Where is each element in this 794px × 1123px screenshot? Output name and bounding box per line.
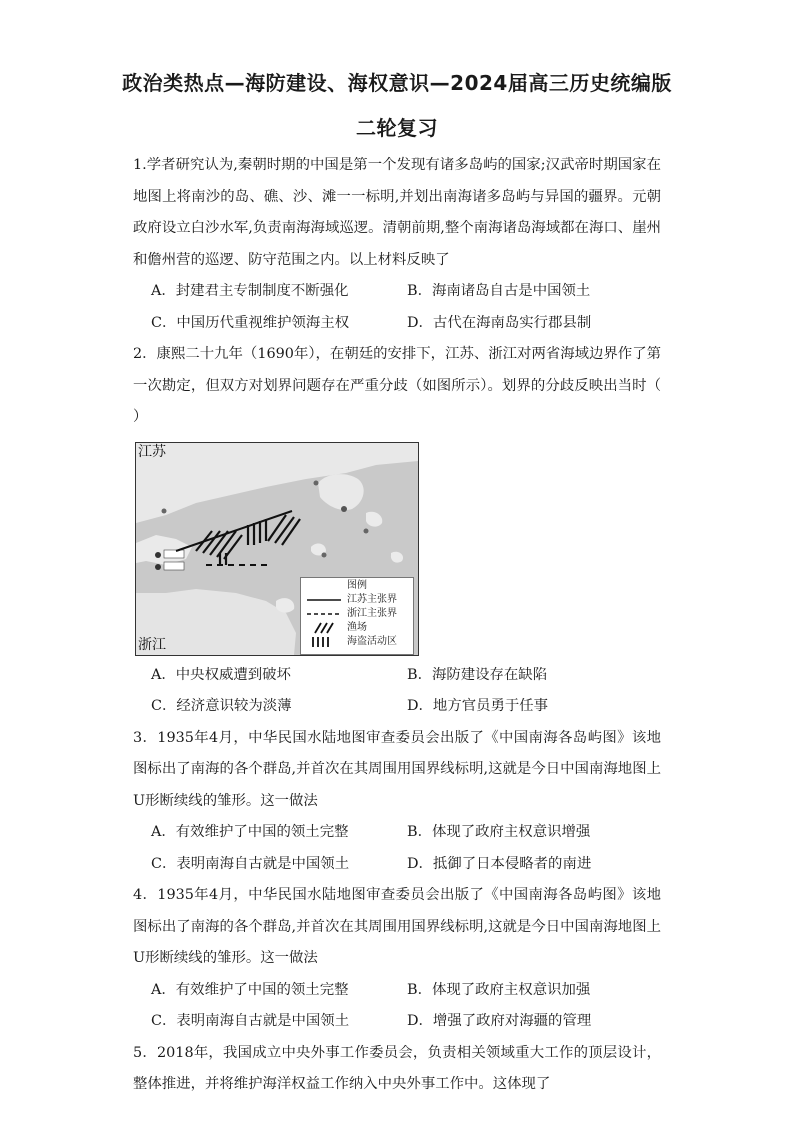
question-stem: 4．1935年4月，中华民国水陆地图审查委员会出版了《中国南海各岛屿图》该地图标出了南海的各个群岛,并首次在其周围用国界线标明,这就是今日中国南海地图上U形断续线的雏形。这一做法 [133,887,661,966]
question-stem: 5．2018年，我国成立中央外事工作委员会，负责相关领域重大工作的顶层设计，整体推进，并将维护海洋权益工作纳入中央外事工作中。这体现了 [133,1044,661,1092]
option-d[interactable]: D．抵御了日本侵略者的南进 [407,855,592,872]
legend-label: 浙江主张界 [347,607,397,619]
option-a[interactable]: A．有效维护了中国的领土完整 [151,824,349,840]
question-stem: 1.学者研究认为,秦朝时期的中国是第一个发现有诸多岛屿的国家;汉武帝时期国家在地图上将南沙的岛、礁、沙、滩一一标明,并划出南海诸多岛屿与异国的疆界。元朝政府设立白沙水军,负责南海海域巡逻。清朝前期,整个南海诸岛海域都在海口、崖州和儋州营的巡逻、防守范围之内。以上材料反映了 [133,157,661,268]
vertical-hatch-icon [307,636,341,648]
legend-title: 图例 [347,579,367,591]
option-a[interactable]: A．中央权威遭到破坏 [151,666,291,683]
option-a[interactable]: A．封建君主专制制度不断强化 [151,283,349,299]
option-b[interactable]: B．体现了政府主权意识增强 [407,824,591,840]
option-list [133,276,661,339]
option-list [133,817,661,880]
slanted-hatch-icon [307,622,341,634]
legend-item [301,607,413,621]
option-list [133,660,661,723]
option-list [133,975,661,1038]
dashed-line-icon [307,608,341,620]
document-subtitle: 二轮复习 [356,116,438,140]
legend-label: 渔场 [347,621,367,633]
map-label-zhejiang: 浙江 [138,636,166,653]
question-stem: 2．康熙二十九年（1690年），在朝廷的安排下，江苏、浙江对两省海域边界作了第一次勘定，但双方对划界问题存在严重分歧（如图所示）。划界的分歧反映出当时（ ） [133,346,661,425]
legend-label: 海盗活动区 [347,635,397,647]
option-b[interactable]: B．海防建设存在缺陷 [407,666,548,683]
legend-item [301,593,413,607]
map-legend [300,577,414,655]
question-3 [133,723,661,881]
question-stem: 3．1935年4月，中华民国水陆地图审查委员会出版了《中国南海各岛屿图》该地图标出了南海的各个群岛,并首次在其周围用国界线标明,这就是今日中国南海地图上U形断续线的雏形。这一做法 [133,729,661,809]
question-5 [133,1038,661,1101]
option-c[interactable]: C．表明南海自古就是中国领土 [151,1013,350,1029]
question-2 [133,339,661,723]
map-label-jiangsu: 江苏 [138,443,166,460]
legend-item [301,621,413,635]
option-c[interactable]: C．表明南海自古就是中国领土 [151,855,350,872]
option-d[interactable]: D．地方官员勇于任事 [407,698,549,714]
option-d[interactable]: D．增强了政府对海疆的管理 [407,1013,592,1029]
question-1 [133,150,661,339]
option-b[interactable]: B．体现了政府主权意识加强 [407,981,591,998]
boundary-map [135,442,419,656]
document-title: 政治类热点—海防建设、海权意识—2024届高三历史统编版 [122,71,672,95]
legend-label: 江苏主张界 [347,593,397,605]
option-d[interactable]: D．古代在海南岛实行郡县制 [407,314,592,331]
option-c[interactable]: C．中国历代重视维护领海主权 [151,314,350,331]
question-4 [133,880,661,1038]
option-c[interactable]: C．经济意识较为淡薄 [151,698,292,714]
legend-item [301,635,413,649]
option-a[interactable]: A．有效维护了中国的领土完整 [151,981,349,998]
solid-line-icon [307,594,341,606]
option-b[interactable]: B．海南诸岛自古是中国领土 [407,283,591,299]
question-list [133,150,661,1101]
